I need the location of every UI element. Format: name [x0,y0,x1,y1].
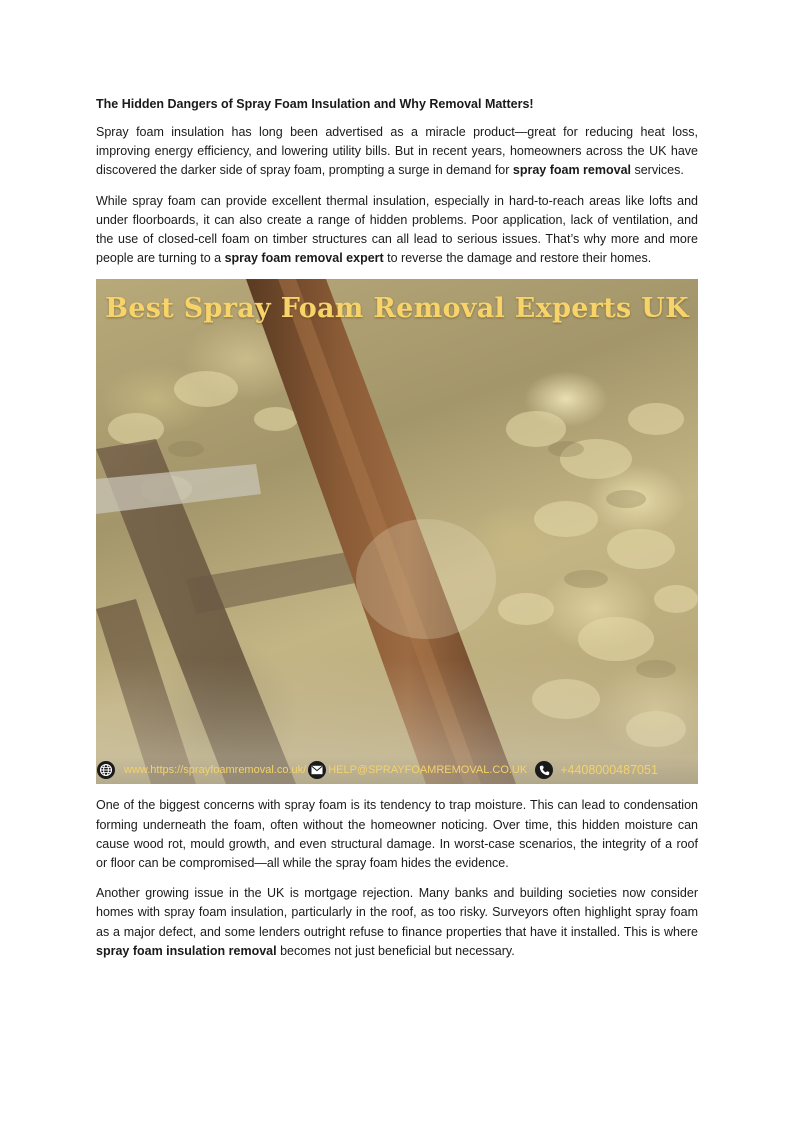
fourth-paragraph [96,884,698,961]
website-link[interactable]: www.https://sprayfoamremoval.co.uk/ [124,764,307,777]
intro-end: services. [631,163,684,178]
para4-end: becomes not just beneficial but necessary. [276,943,515,958]
para2-bold-phrase: spray foam removal expert [224,251,384,266]
article-title: The Hidden Dangers of Spray Foam Insulation and Why Removal Matters! [96,97,534,111]
attic-scene-illustration [96,279,698,784]
banner-title: Best Spray Foam Removal Experts UK [105,293,689,325]
phone-icon [535,761,553,779]
para2-text: While spray foam can provide excellent thermal insulation, especially in hard-to-reach areas like lofts and under floorboards, it can also create a range of hidden problems. Poor application, lack of ventilation, and the use of closed-cell foam on timber structures can all lead to serious issues. That’s why more and more people are turning to a [96,193,698,266]
promo-banner-image [96,279,698,784]
email-link[interactable]: HELP@SPRAYFOAMREMOVAL.CO.UK [328,764,528,777]
para4-bold-phrase: spray foam insulation removal [96,943,277,958]
mail-icon [308,761,326,779]
para2-end: to reverse the damage and restore their homes. [383,251,652,266]
globe-icon [97,761,115,779]
intro-paragraph [96,123,698,181]
intro-bold-phrase: spray foam removal [512,163,631,178]
phone-number[interactable]: +4408000487051 [560,763,658,778]
contact-bar [96,756,698,784]
para4-text: Another growing issue in the UK is mortgage rejection. Many banks and building societies now consider homes with spray foam insulation, particularly in the roof, as too risky. Surveyors often highlight spray foam as a major defect, and some lenders outright refuse to finance properties that have it installed. This is where [96,886,698,939]
document-page [96,96,698,972]
second-paragraph [96,192,698,269]
third-paragraph: One of the biggest concerns with spray foam is its tendency to trap moisture. This can lead to condensation forming underneath the foam, often without the homeowner noticing. Over time, this hidden moisture can cause wood rot, mould growth, and even structural damage. In worst-case scenarios, the integrity of a roof or floor can be compromised—all while the spray foam hides the evidence. [96,798,698,871]
intro-text: Spray foam insulation has long been advertised as a miracle product—great for reducing heat loss, improving energy efficiency, and lowering utility bills. But in recent years, homeowners across the UK have discovered the darker side of spray foam, prompting a surge in demand for [96,125,698,178]
